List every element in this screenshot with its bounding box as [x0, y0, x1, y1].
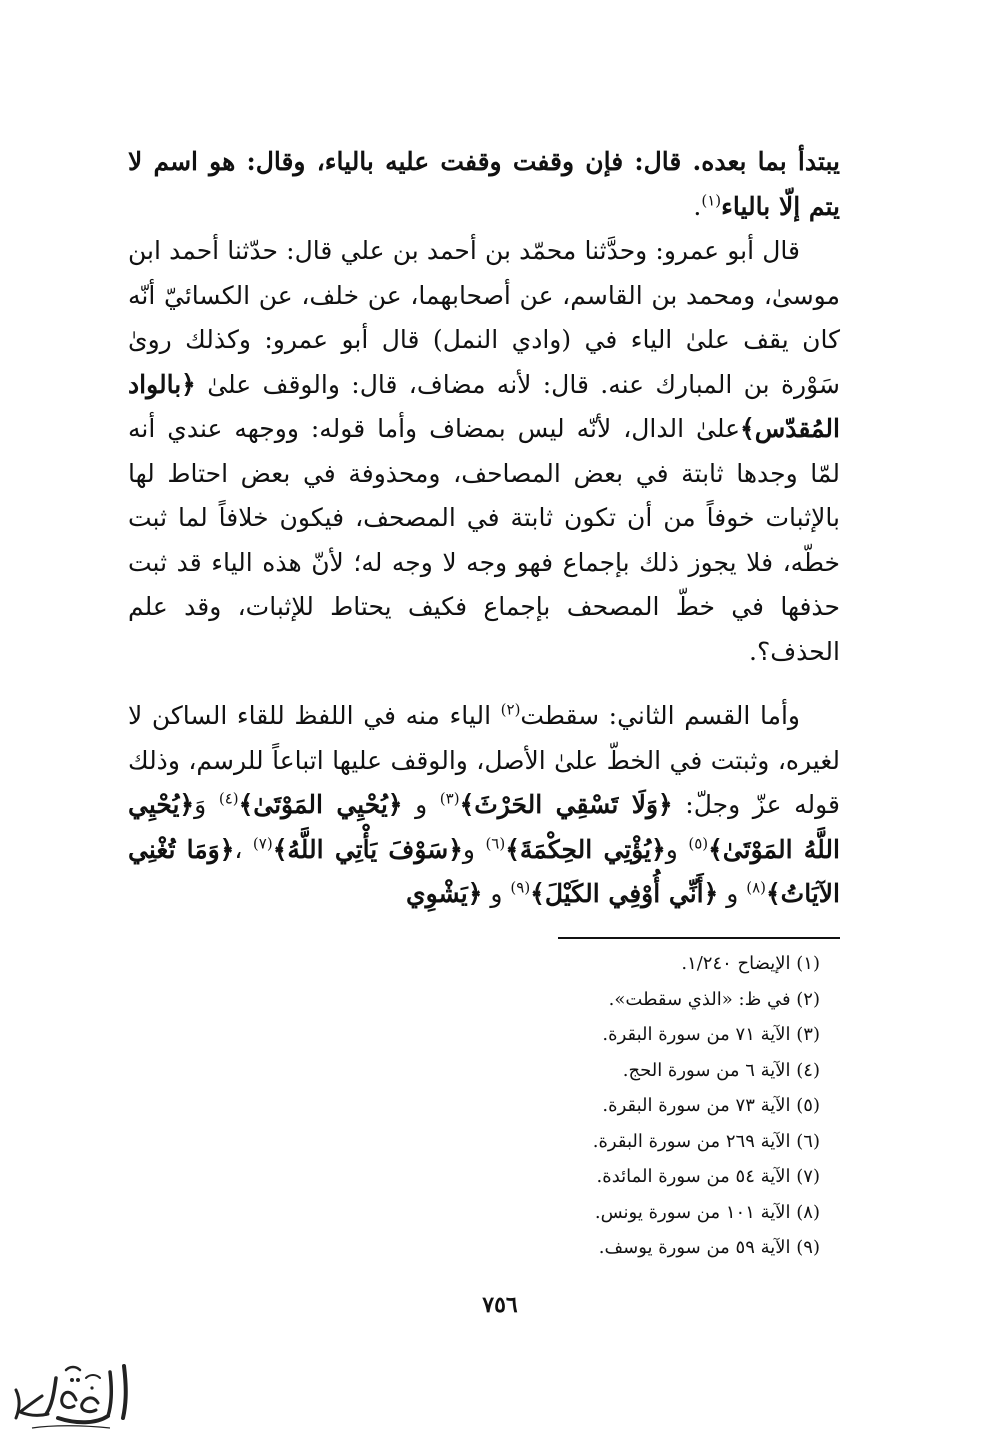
footnote-8: (٨) الآية ١٠١ من سورة يونس. [594, 1201, 820, 1223]
paragraph-2 [128, 229, 840, 674]
conjunction-6: و [482, 879, 511, 908]
footnote-2: (٢) في ظ: «الذي سقطت». [608, 988, 820, 1010]
footnote-ref-6: (٦) [485, 834, 506, 853]
footnote-ref-1: (١) [701, 191, 722, 210]
footnote-ref-4: (٤) [218, 789, 239, 808]
footnote-ref-7: (٧) [252, 834, 273, 853]
quran-verse-3: ﴿يُحْيِي اللَّهُ المَوْتَىٰ﴾ [128, 790, 840, 864]
paragraph-1-end: . [693, 191, 702, 221]
conjunction-2: وَ [194, 790, 219, 819]
conjunction-1: و [402, 790, 440, 819]
footnote-ref-9: (٩) [510, 878, 531, 897]
footnote-9: (٩) الآية ٥٩ من سورة يوسف. [598, 1237, 820, 1258]
footnote-divider [558, 937, 840, 939]
quran-verse-1: ﴿وَلَا تَسْقِي الحَرْثَ﴾ [459, 790, 673, 819]
quran-verse-4: ﴿يُؤْتِي الحِكْمَةَ﴾ [505, 834, 666, 864]
footnote-6: (٦) الآية ٢٦٩ من سورة البقرة. [592, 1130, 820, 1152]
page-number: ٧٥٦ [482, 1292, 518, 1318]
footnote-ref-3: (٣) [439, 789, 460, 808]
paragraph-3 [128, 694, 840, 917]
paragraph-3-text-a: وأما القسم الثاني: سقطت [520, 701, 800, 730]
conjunction-3: و [665, 834, 689, 864]
paragraph-2-text-a: قال أبو عمرو: وحدَّثنا محمّد بن أحمد بن علي قال: حدّثنا أحمد ابن موسىٰ، ومحمد بن القاسم، عن أصحابهما، عن خلف، عن الكسائيّ أنّه كان يقف علىٰ الياء في (وادي النمل) قال أبو عمرو: وكذلك روىٰ سَوْرة بن المبارك عنه. قال: لأنه مضاف، قال: والوقف علىٰ [128, 236, 840, 399]
main-text-body [128, 140, 840, 917]
footnote-4: (٤) الآية ٦ من سورة الحج. [622, 1059, 820, 1081]
paragraph-1 [128, 140, 840, 229]
conjunction-5: و [718, 879, 747, 908]
footnote-7: (٧) الآية ٥٤ من سورة المائدة. [596, 1166, 820, 1187]
paragraph-3-text-b: الياء منه في اللفظ للقاء الساكن لا لغيره، وثبتت في الخطّ علىٰ الأصل، والوقف عليها اتباعاً للرسم، وذلك قوله عزّ وجلّ: [128, 701, 841, 819]
paragraph-2-text-b: علىٰ الدال، لأنّه ليس بمضاف وأما قوله: ووجهه عندي أنه لمّا وجدها ثابتة في بعض المصاحف، ومحذوفة في بعض احتاط لها بالإثبات خوفاً من أن تكون ثابتة في المصحف، فيكون خلافاً لما ثبت خطّه، فلا يجوز ذلك بإجماع فهو وجه لا وجه له؛ لأنّ هذه الياء قد ثبت حذفها في خطّ المصحف بإجماع فكيف يحتاط للإثبات، وقد علم الحذف؟. [128, 414, 841, 666]
quran-verse-7: ﴿أَنِّي أُوْفِي الكَيْلَ﴾ [530, 879, 719, 908]
footnotes [300, 946, 820, 1266]
footnote-5: (٥) الآية ٧٣ من سورة البقرة. [602, 1095, 820, 1116]
paragraph-1-text: يبتدأ بما بعده. قال: فإن وقفت وقفت عليه بالياء، وقال: هو اسم لا يتم إلّا بالياء [128, 147, 840, 221]
footnote-ref-5: (٥) [688, 834, 709, 853]
separator-comma: ، [234, 834, 253, 864]
quran-verse-2: ﴿يُحْيِي المَوْتَىٰ﴾ [238, 790, 403, 819]
footnote-3: (٣) الآية ٧١ من سورة البقرة. [602, 1024, 820, 1045]
quran-verse-5: ﴿سَوْفَ يَأْتِي اللَّهُ﴾ [272, 834, 463, 864]
calligraphy-logo [6, 1348, 136, 1434]
quran-verse-wadi: ﴿بالواد المُقدّس﴾ [128, 369, 840, 443]
quran-verse-8: ﴿يَشْوِي [406, 879, 483, 908]
footnote-1: (١) الإيضاح ١/٢٤٠. [681, 953, 820, 974]
footnote-ref-8: (٨) [746, 878, 767, 897]
footnote-ref-2: (٢) [500, 700, 521, 719]
conjunction-4: و [462, 834, 486, 864]
quran-verse-6: ﴿وَمَا تُغْنِي الآيَاتُ﴾ [128, 834, 840, 908]
